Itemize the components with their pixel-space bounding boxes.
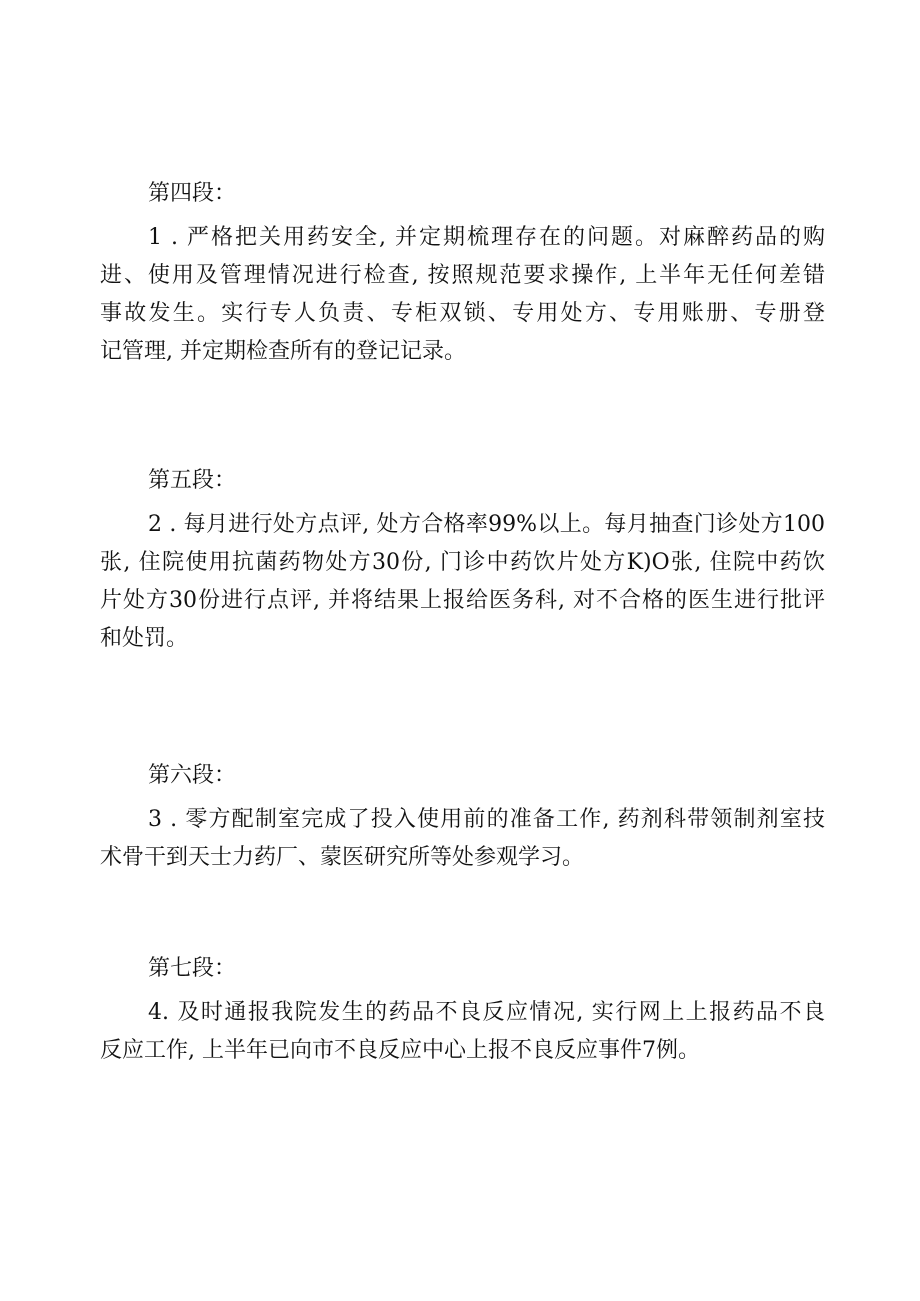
section-7	[100, 950, 825, 1070]
paragraph-line: 反应工作, 上半年已向市不良反应中心上报不良反应事件7例。	[100, 1038, 700, 1063]
paragraph-line: 进、使用及管理情况进行检查, 按照规范要求操作, 上半年无任何差错	[100, 263, 825, 288]
section-heading: 第五段：	[148, 468, 237, 493]
section-heading: 第六段：	[148, 763, 237, 788]
paragraph-line: 张, 住院使用抗菌药物处方30份, 门诊中药饮片处方K)O张, 住院中药饮	[100, 550, 825, 575]
paragraph-line: 2 . 每月进行处方点评, 处方合格率99%以上。每月抽查门诊处方100	[148, 512, 825, 537]
section-paragraph	[100, 801, 825, 877]
paragraph-line: 记管理, 并定期检查所有的登记记录。	[100, 339, 466, 364]
section-paragraph	[100, 219, 825, 371]
paragraph-line: 术骨干到天士力药厂、蒙医研究所等处参观学习。	[100, 845, 585, 870]
paragraph-line: 3 . 零方配制室完成了投入使用前的准备工作, 药剂科带领制剂室技	[148, 807, 825, 832]
section-4	[100, 175, 825, 371]
paragraph-line: 事故发生。实行专人负责、专柜双锁、专用处方、专用账册、专册登	[100, 301, 825, 326]
section-heading: 第四段：	[148, 181, 237, 206]
paragraph-line: 片处方30份进行点评, 并将结果上报给医务科, 对不合格的医生进行批评	[100, 588, 825, 613]
section-paragraph	[100, 506, 825, 658]
section-6	[100, 757, 825, 877]
paragraph-line: 4. 及时通报我院发生的药品不良反应情况, 实行网上上报药品不良	[148, 1000, 825, 1025]
section-heading: 第七段：	[148, 956, 237, 981]
section-5	[100, 462, 825, 658]
section-paragraph	[100, 994, 825, 1070]
paragraph-line: 1 . 严格把关用药安全, 并定期梳理存在的问题。对麻醉药品的购	[148, 225, 825, 250]
paragraph-line: 和处罚。	[100, 626, 189, 651]
